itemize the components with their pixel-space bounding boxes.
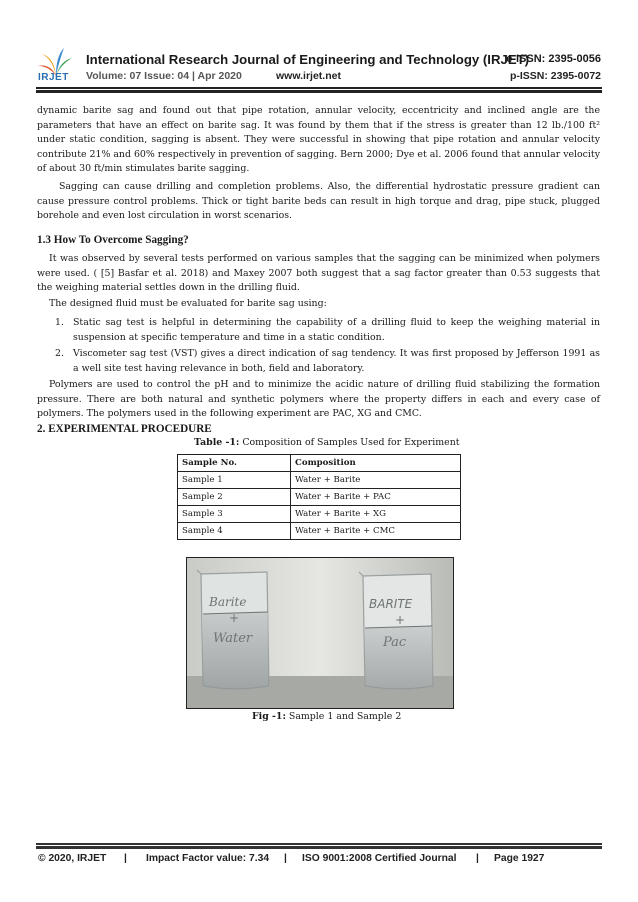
cell-sample: Sample 4 [178, 523, 291, 540]
table-row [178, 506, 461, 523]
right-beaker [359, 572, 433, 689]
list-item [37, 316, 600, 345]
list-number: 1. [55, 317, 64, 328]
footer-separator: | [476, 853, 479, 864]
table-row [178, 472, 461, 489]
paragraph-3: It was observed by several tests performed on various samples that the sagging can be minimized when polymers were used. ( [5] Basfar et al. 2018) and Maxey 2007 both suggest that a sag factor greater than 0.53 suggests that the weighing material settles down in the drilling fluid. [37, 253, 600, 294]
cell-composition: Water + Barite + XG [291, 506, 461, 523]
journal-title: International Research Journal of Engineering and Technology (IRJET) [86, 52, 530, 67]
header-sample-no: Sample No. [178, 455, 291, 472]
right-label-line2: + [395, 613, 406, 627]
footer-rule-thick [36, 846, 602, 849]
cell-sample: Sample 2 [178, 489, 291, 506]
cell-sample: Sample 1 [178, 472, 291, 489]
figure-photo [186, 557, 454, 709]
paragraph-5: Polymers are used to control the pH and to minimize the acidic nature of drilling fluid stabilizing the formation pressure. There are both natural and synthetic polymers where the property differs in each and every case of polymers. The polymers used in the following experiment are PAC, XG and CMC. [37, 379, 600, 420]
footer-iso: ISO 9001:2008 Certified Journal [302, 853, 457, 864]
list-number: 2. [55, 348, 64, 359]
footer-impact-factor: Impact Factor value: 7.34 [146, 853, 270, 864]
eissn: e-ISSN: 2395-0056 [506, 53, 601, 65]
figure-caption-label: Fig -1: [252, 711, 286, 722]
table-row [178, 489, 461, 506]
left-label-line2: + [229, 611, 240, 625]
left-label-line3: Water [213, 631, 253, 646]
list-text: Viscometer sag test (VST) gives a direct indication of sag tendency. It was first proposed by Jefferson 1991 as a well site test having relevance in both, field and laboratory. [73, 348, 600, 374]
paragraph-1: dynamic barite sag and found out that pipe rotation, annular velocity, eccentricity and inclined angle are the parameters that have an effect on barite sag. It was found by them that if the stress is greater than 12 lb./100 ft² under static condition, sagging is absent. They were successful in showing that pipe rotation and annular velocity contribute 21% and 60% respectively in prevention of sagging. Bern 2000; Dye et al. 2006 found that annular velocity of about 30 ft/min stimulates barite sagging. [37, 105, 600, 175]
footer-rule [36, 843, 602, 845]
cell-composition: Water + Barite + CMC [291, 523, 461, 540]
footer-page-number: Page 1927 [494, 853, 545, 864]
cell-composition: Water + Barite + PAC [291, 489, 461, 506]
paragraph-4: The designed fluid must be evaluated for barite sag using: [49, 298, 327, 309]
header-rule-thick [36, 90, 602, 93]
section-heading-1-3: 1.3 How To Overcome Sagging? [37, 234, 189, 246]
cell-sample: Sample 3 [178, 506, 291, 523]
footer-copyright: © 2020, IRJET [38, 853, 107, 864]
composition-table [177, 454, 461, 540]
footer-separator: | [124, 853, 127, 864]
website: www.irjet.net [276, 70, 341, 82]
figure-caption-text: Sample 1 and Sample 2 [285, 711, 402, 722]
header-composition: Composition [291, 455, 461, 472]
list-text: Static sag test is helpful in determining the capability of a drilling fluid to keep the weighing material in suspension at specific temperature and time in a static condition. [73, 317, 600, 343]
header-rule [36, 87, 602, 89]
table-header-row [178, 455, 461, 472]
table-caption-label: Table -1: [194, 437, 240, 448]
cell-composition: Water + Barite [291, 472, 461, 489]
volume-issue: Volume: 07 Issue: 04 | Apr 2020 [86, 70, 242, 82]
table-caption [194, 437, 460, 448]
figure-caption [252, 711, 401, 722]
right-label-line3: Pac [383, 635, 407, 650]
left-beaker [197, 570, 269, 689]
logo-text: IRJET [38, 72, 69, 83]
left-label-line1: Barite [209, 595, 247, 609]
table-row [178, 523, 461, 540]
list-item [37, 347, 600, 376]
right-label-line1: BARITE [369, 597, 413, 611]
section-heading-2: 2. EXPERIMENTAL PROCEDURE [37, 423, 212, 435]
pissn: p-ISSN: 2395-0072 [509, 70, 601, 82]
beakers-illustration [187, 558, 453, 708]
paragraph-2: Sagging can cause drilling and completion problems. Also, the differential hydrostatic pressure gradient can cause pressure control problems. Thick or tight barite beds can result in high torque and drag, pipe stuck, plugged borehole and even lost circulation in worst scenarios. [37, 181, 600, 222]
footer-separator: | [284, 853, 287, 864]
table-caption-text: Composition of Samples Used for Experiment [239, 437, 460, 448]
